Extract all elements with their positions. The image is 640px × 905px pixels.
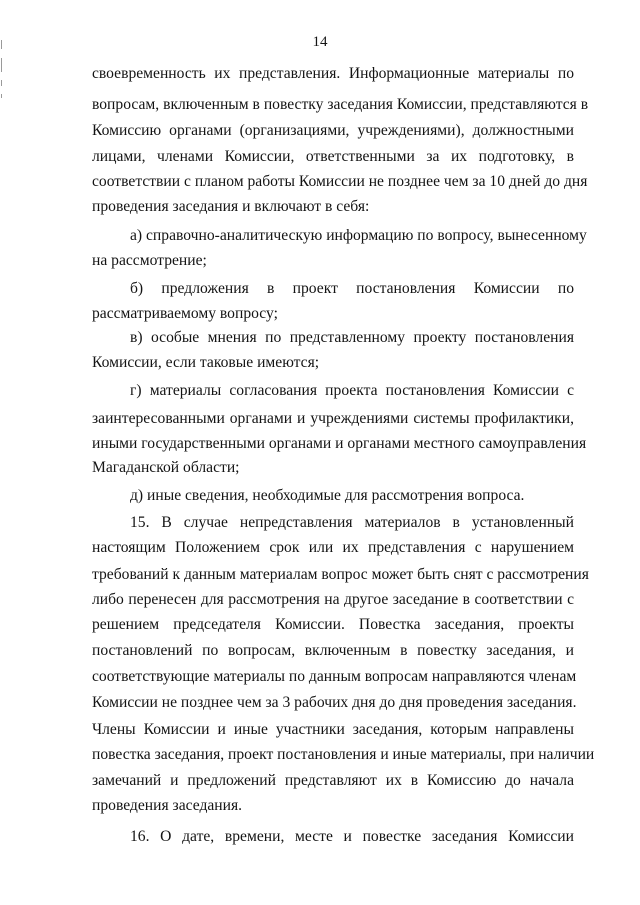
text-line: заинтересованными органами и учреждениями системы профилактики,: [92, 410, 574, 427]
text-line: соответствии с планом работы Комиссии не позднее чем за 10 дней до дня: [92, 173, 588, 190]
text-line: вопросам, включенным в повестку заседания Комиссии, представляются в: [92, 96, 589, 113]
text-line: своевременность их представления. Информационные материалы по: [92, 65, 574, 82]
list-item-a: а) справочно-аналитическую информацию по вопросу, вынесенному: [130, 227, 587, 244]
list-item-v: в) особые мнения по представленному проекту постановления: [130, 329, 574, 346]
text-line: Комиссию органами (организациями, учреждениями), должностными: [92, 122, 574, 139]
text-line: требований к данным материалам вопрос может быть снят с рассмотрения: [92, 566, 589, 583]
scan-speck: [1, 80, 2, 86]
text-line: замечаний и предложений представляют их в Комиссию до начала: [92, 772, 574, 789]
text-line: Магаданской области;: [92, 459, 240, 476]
text-line: соответствующие материалы по данным вопросам направляются членам: [92, 668, 577, 685]
text-line: повестка заседания, проект постановления и иные материалы, при наличии: [92, 746, 595, 763]
scan-speck: [1, 58, 2, 72]
text-line: иными государственными органами и органами местного самоуправления: [92, 435, 587, 452]
paragraph-15-start: 15. В случае непредставления материалов в установленный: [130, 514, 574, 531]
list-item-d: д) иные сведения, необходимые для рассмотрения вопроса.: [130, 487, 525, 504]
text-line: постановлений по вопросам, включенным в повестку заседания, и: [92, 642, 574, 659]
scan-speck: [1, 94, 2, 98]
text-line: либо перенесен для рассмотрения на другое заседание в соответствии с: [92, 591, 574, 608]
text-line: настоящим Положением срок или их представления с нарушением: [92, 539, 574, 556]
list-item-b: б) предложения в проект постановления Комиссии по: [130, 280, 574, 297]
text-line: лицами, членами Комиссии, ответственными за их подготовку, в: [92, 148, 574, 165]
list-item-g: г) материалы согласования проекта постановления Комиссии с: [130, 382, 574, 399]
text-line: проведения заседания и включают в себя:: [92, 198, 370, 215]
page-number: 14: [312, 34, 328, 50]
text-line: Комиссии не позднее чем за 3 рабочих дня до дня проведения заседания.: [92, 694, 577, 711]
text-line: на рассмотрение;: [92, 252, 207, 269]
text-line: проведения заседания.: [92, 797, 243, 814]
text-line: рассматриваемому вопросу;: [92, 305, 278, 322]
text-line: решением председателя Комиссии. Повестка заседания, проекты: [92, 616, 574, 633]
paragraph-16-start: 16. О дате, времени, месте и повестке заседания Комиссии: [130, 828, 574, 845]
text-line: Члены Комиссии и иные участники заседания, которым направлены: [92, 721, 574, 738]
scan-edge-marks: [0, 0, 6, 905]
text-line: Комиссии, если таковые имеются;: [92, 354, 320, 371]
